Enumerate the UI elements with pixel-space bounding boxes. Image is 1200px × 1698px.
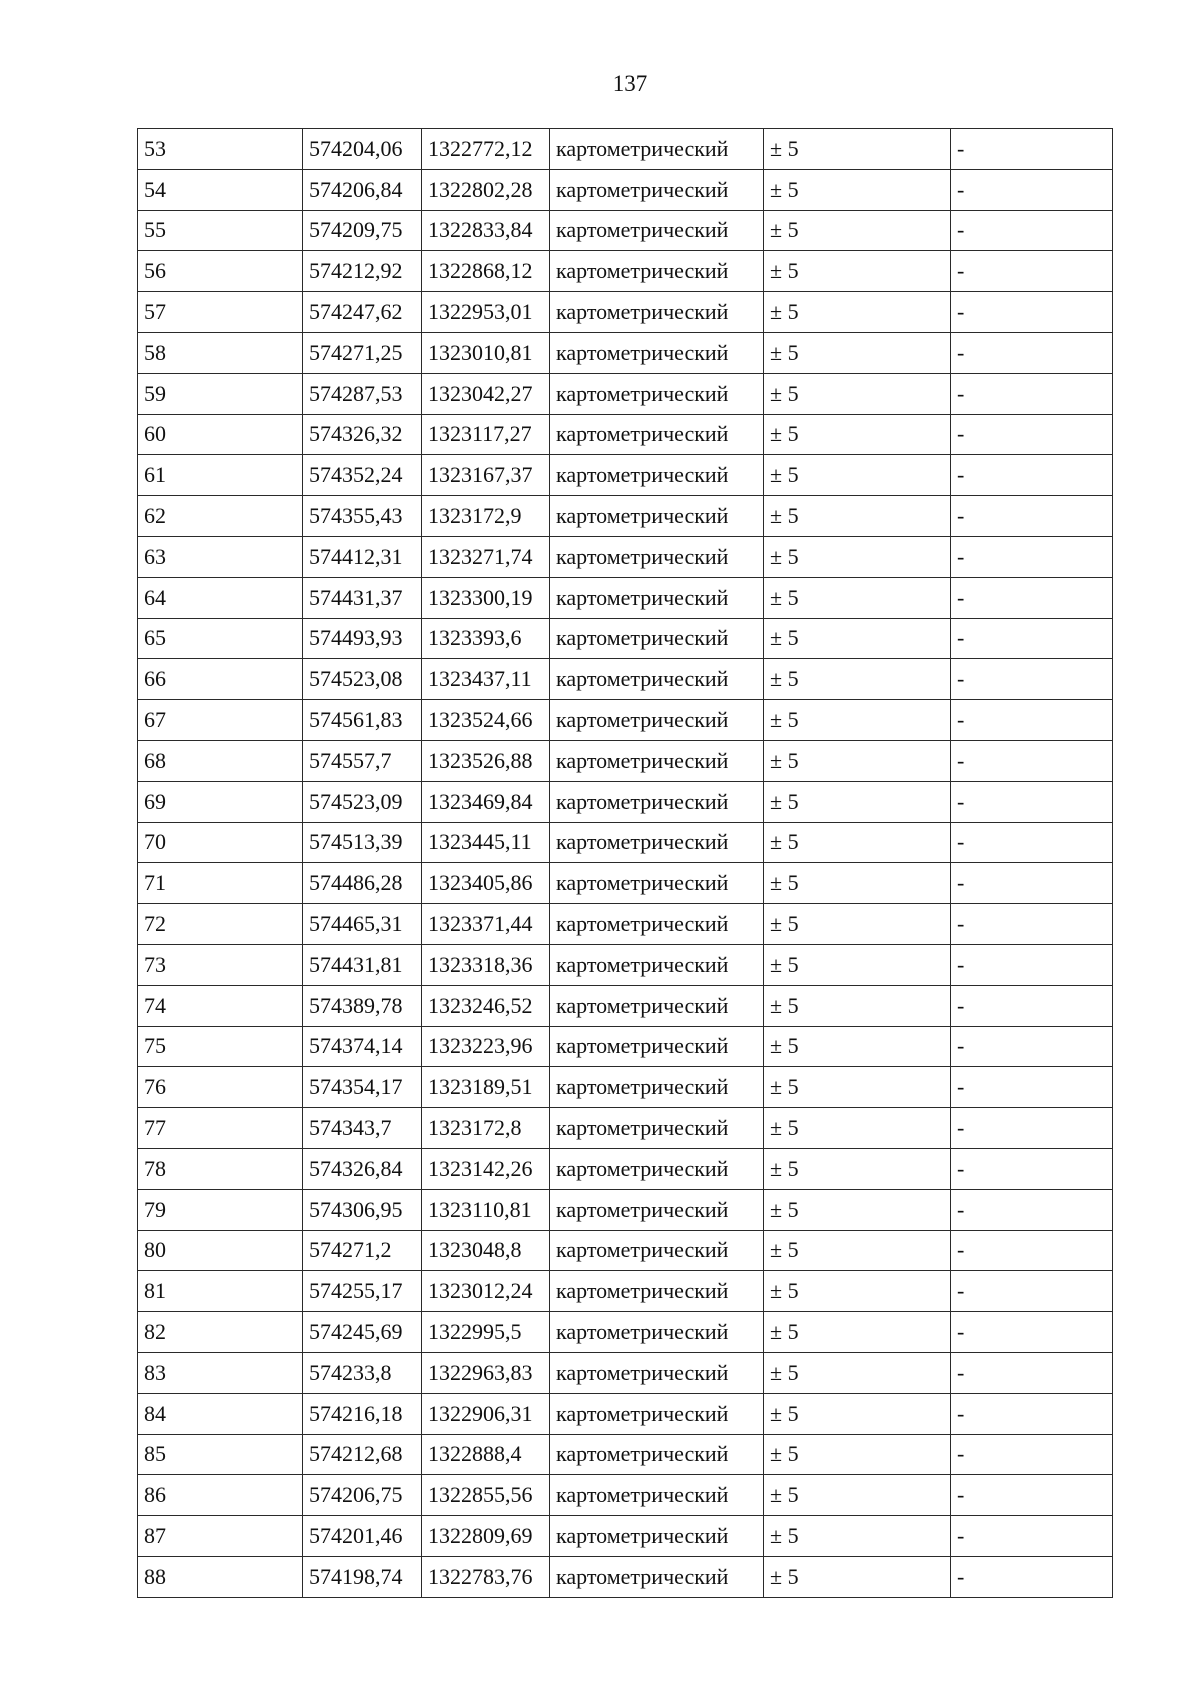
note-cell: - bbox=[951, 863, 1113, 904]
point-number-cell: 83 bbox=[138, 1352, 303, 1393]
note-cell: - bbox=[951, 414, 1113, 455]
accuracy-cell: ± 5 bbox=[764, 863, 951, 904]
note-cell: - bbox=[951, 129, 1113, 170]
table-row bbox=[138, 618, 1113, 659]
accuracy-cell: ± 5 bbox=[764, 985, 951, 1026]
x-coordinate-cell: 574271,2 bbox=[303, 1230, 422, 1271]
note-cell: - bbox=[951, 1434, 1113, 1475]
accuracy-cell: ± 5 bbox=[764, 740, 951, 781]
method-cell: картометрический bbox=[550, 536, 764, 577]
method-cell: картометрический bbox=[550, 1434, 764, 1475]
table-row bbox=[138, 1230, 1113, 1271]
point-number-cell: 77 bbox=[138, 1108, 303, 1149]
accuracy-cell: ± 5 bbox=[764, 1434, 951, 1475]
accuracy-cell: ± 5 bbox=[764, 129, 951, 170]
x-coordinate-cell: 574431,81 bbox=[303, 944, 422, 985]
accuracy-cell: ± 5 bbox=[764, 332, 951, 373]
point-number-cell: 58 bbox=[138, 332, 303, 373]
x-coordinate-cell: 574271,25 bbox=[303, 332, 422, 373]
method-cell: картометрический bbox=[550, 944, 764, 985]
x-coordinate-cell: 574247,62 bbox=[303, 292, 422, 333]
note-cell: - bbox=[951, 1271, 1113, 1312]
x-coordinate-cell: 574412,31 bbox=[303, 536, 422, 577]
table-row bbox=[138, 210, 1113, 251]
x-coordinate-cell: 574255,17 bbox=[303, 1271, 422, 1312]
method-cell: картометрический bbox=[550, 659, 764, 700]
note-cell: - bbox=[951, 536, 1113, 577]
accuracy-cell: ± 5 bbox=[764, 373, 951, 414]
x-coordinate-cell: 574212,92 bbox=[303, 251, 422, 292]
point-number-cell: 66 bbox=[138, 659, 303, 700]
method-cell: картометрический bbox=[550, 169, 764, 210]
accuracy-cell: ± 5 bbox=[764, 1230, 951, 1271]
table-row bbox=[138, 496, 1113, 537]
point-number-cell: 78 bbox=[138, 1148, 303, 1189]
note-cell: - bbox=[951, 904, 1113, 945]
note-cell: - bbox=[951, 1108, 1113, 1149]
method-cell: картометрический bbox=[550, 1189, 764, 1230]
y-coordinate-cell: 1323172,9 bbox=[422, 496, 550, 537]
point-number-cell: 87 bbox=[138, 1516, 303, 1557]
method-cell: картометрический bbox=[550, 1475, 764, 1516]
point-number-cell: 62 bbox=[138, 496, 303, 537]
note-cell: - bbox=[951, 944, 1113, 985]
note-cell: - bbox=[951, 251, 1113, 292]
note-cell: - bbox=[951, 1393, 1113, 1434]
y-coordinate-cell: 1323117,27 bbox=[422, 414, 550, 455]
table-row bbox=[138, 700, 1113, 741]
point-number-cell: 82 bbox=[138, 1312, 303, 1353]
table-row bbox=[138, 332, 1113, 373]
point-number-cell: 55 bbox=[138, 210, 303, 251]
table-row bbox=[138, 1475, 1113, 1516]
note-cell: - bbox=[951, 781, 1113, 822]
table-row bbox=[138, 1393, 1113, 1434]
accuracy-cell: ± 5 bbox=[764, 455, 951, 496]
x-coordinate-cell: 574245,69 bbox=[303, 1312, 422, 1353]
y-coordinate-cell: 1323042,27 bbox=[422, 373, 550, 414]
method-cell: картометрический bbox=[550, 1067, 764, 1108]
method-cell: картометрический bbox=[550, 1352, 764, 1393]
x-coordinate-cell: 574212,68 bbox=[303, 1434, 422, 1475]
x-coordinate-cell: 574206,84 bbox=[303, 169, 422, 210]
note-cell: - bbox=[951, 740, 1113, 781]
table-row bbox=[138, 822, 1113, 863]
accuracy-cell: ± 5 bbox=[764, 414, 951, 455]
y-coordinate-cell: 1323318,36 bbox=[422, 944, 550, 985]
x-coordinate-cell: 574493,93 bbox=[303, 618, 422, 659]
table-row bbox=[138, 904, 1113, 945]
y-coordinate-cell: 1323012,24 bbox=[422, 1271, 550, 1312]
point-number-cell: 56 bbox=[138, 251, 303, 292]
y-coordinate-cell: 1322809,69 bbox=[422, 1516, 550, 1557]
accuracy-cell: ± 5 bbox=[764, 292, 951, 333]
x-coordinate-cell: 574306,95 bbox=[303, 1189, 422, 1230]
table-row bbox=[138, 740, 1113, 781]
note-cell: - bbox=[951, 1475, 1113, 1516]
accuracy-cell: ± 5 bbox=[764, 1189, 951, 1230]
y-coordinate-cell: 1323300,19 bbox=[422, 577, 550, 618]
method-cell: картометрический bbox=[550, 904, 764, 945]
note-cell: - bbox=[951, 1189, 1113, 1230]
method-cell: картометрический bbox=[550, 577, 764, 618]
point-number-cell: 65 bbox=[138, 618, 303, 659]
method-cell: картометрический bbox=[550, 496, 764, 537]
method-cell: картометрический bbox=[550, 700, 764, 741]
x-coordinate-cell: 574204,06 bbox=[303, 129, 422, 170]
y-coordinate-cell: 1322995,5 bbox=[422, 1312, 550, 1353]
y-coordinate-cell: 1323445,11 bbox=[422, 822, 550, 863]
table-row bbox=[138, 863, 1113, 904]
accuracy-cell: ± 5 bbox=[764, 496, 951, 537]
accuracy-cell: ± 5 bbox=[764, 944, 951, 985]
x-coordinate-cell: 574355,43 bbox=[303, 496, 422, 537]
x-coordinate-cell: 574233,8 bbox=[303, 1352, 422, 1393]
table-row bbox=[138, 251, 1113, 292]
y-coordinate-cell: 1322783,76 bbox=[422, 1556, 550, 1597]
table-row bbox=[138, 1271, 1113, 1312]
x-coordinate-cell: 574557,7 bbox=[303, 740, 422, 781]
x-coordinate-cell: 574206,75 bbox=[303, 1475, 422, 1516]
table-row bbox=[138, 1352, 1113, 1393]
method-cell: картометрический bbox=[550, 1026, 764, 1067]
table-row bbox=[138, 577, 1113, 618]
table-row bbox=[138, 1026, 1113, 1067]
note-cell: - bbox=[951, 1352, 1113, 1393]
method-cell: картометрический bbox=[550, 373, 764, 414]
method-cell: картометрический bbox=[550, 985, 764, 1026]
note-cell: - bbox=[951, 292, 1113, 333]
point-number-cell: 68 bbox=[138, 740, 303, 781]
method-cell: картометрический bbox=[550, 1393, 764, 1434]
x-coordinate-cell: 574374,14 bbox=[303, 1026, 422, 1067]
method-cell: картометрический bbox=[550, 1312, 764, 1353]
accuracy-cell: ± 5 bbox=[764, 1067, 951, 1108]
accuracy-cell: ± 5 bbox=[764, 1026, 951, 1067]
table-row bbox=[138, 455, 1113, 496]
x-coordinate-cell: 574389,78 bbox=[303, 985, 422, 1026]
accuracy-cell: ± 5 bbox=[764, 1271, 951, 1312]
accuracy-cell: ± 5 bbox=[764, 781, 951, 822]
accuracy-cell: ± 5 bbox=[764, 1148, 951, 1189]
table-row bbox=[138, 659, 1113, 700]
method-cell: картометрический bbox=[550, 1148, 764, 1189]
point-number-cell: 60 bbox=[138, 414, 303, 455]
y-coordinate-cell: 1322855,56 bbox=[422, 1475, 550, 1516]
y-coordinate-cell: 1323172,8 bbox=[422, 1108, 550, 1149]
point-number-cell: 61 bbox=[138, 455, 303, 496]
table-row bbox=[138, 414, 1113, 455]
point-number-cell: 80 bbox=[138, 1230, 303, 1271]
note-cell: - bbox=[951, 496, 1113, 537]
note-cell: - bbox=[951, 455, 1113, 496]
method-cell: картометрический bbox=[550, 740, 764, 781]
x-coordinate-cell: 574287,53 bbox=[303, 373, 422, 414]
accuracy-cell: ± 5 bbox=[764, 169, 951, 210]
y-coordinate-cell: 1323189,51 bbox=[422, 1067, 550, 1108]
note-cell: - bbox=[951, 1067, 1113, 1108]
x-coordinate-cell: 574523,08 bbox=[303, 659, 422, 700]
table-row bbox=[138, 985, 1113, 1026]
note-cell: - bbox=[951, 210, 1113, 251]
note-cell: - bbox=[951, 1026, 1113, 1067]
point-number-cell: 71 bbox=[138, 863, 303, 904]
table-row bbox=[138, 373, 1113, 414]
x-coordinate-cell: 574352,24 bbox=[303, 455, 422, 496]
note-cell: - bbox=[951, 618, 1113, 659]
page-number: 137 bbox=[612, 71, 648, 96]
method-cell: картометрический bbox=[550, 1230, 764, 1271]
note-cell: - bbox=[951, 373, 1113, 414]
accuracy-cell: ± 5 bbox=[764, 577, 951, 618]
note-cell: - bbox=[951, 1148, 1113, 1189]
method-cell: картометрический bbox=[550, 292, 764, 333]
accuracy-cell: ± 5 bbox=[764, 536, 951, 577]
point-number-cell: 88 bbox=[138, 1556, 303, 1597]
method-cell: картометрический bbox=[550, 863, 764, 904]
point-number-cell: 73 bbox=[138, 944, 303, 985]
x-coordinate-cell: 574198,74 bbox=[303, 1556, 422, 1597]
note-cell: - bbox=[951, 1516, 1113, 1557]
table-row bbox=[138, 129, 1113, 170]
y-coordinate-cell: 1323048,8 bbox=[422, 1230, 550, 1271]
point-number-cell: 69 bbox=[138, 781, 303, 822]
method-cell: картометрический bbox=[550, 1108, 764, 1149]
accuracy-cell: ± 5 bbox=[764, 1312, 951, 1353]
table-row bbox=[138, 944, 1113, 985]
coordinates-table bbox=[137, 128, 1113, 1598]
coordinates-table-body bbox=[138, 129, 1113, 1598]
accuracy-cell: ± 5 bbox=[764, 1108, 951, 1149]
point-number-cell: 53 bbox=[138, 129, 303, 170]
point-number-cell: 79 bbox=[138, 1189, 303, 1230]
y-coordinate-cell: 1323167,37 bbox=[422, 455, 550, 496]
table-row bbox=[138, 1067, 1113, 1108]
x-coordinate-cell: 574465,31 bbox=[303, 904, 422, 945]
method-cell: картометрический bbox=[550, 1556, 764, 1597]
note-cell: - bbox=[951, 822, 1113, 863]
point-number-cell: 75 bbox=[138, 1026, 303, 1067]
accuracy-cell: ± 5 bbox=[764, 822, 951, 863]
point-number-cell: 81 bbox=[138, 1271, 303, 1312]
x-coordinate-cell: 574201,46 bbox=[303, 1516, 422, 1557]
x-coordinate-cell: 574209,75 bbox=[303, 210, 422, 251]
table-row bbox=[138, 1516, 1113, 1557]
note-cell: - bbox=[951, 700, 1113, 741]
note-cell: - bbox=[951, 985, 1113, 1026]
y-coordinate-cell: 1323223,96 bbox=[422, 1026, 550, 1067]
x-coordinate-cell: 574343,7 bbox=[303, 1108, 422, 1149]
accuracy-cell: ± 5 bbox=[764, 659, 951, 700]
accuracy-cell: ± 5 bbox=[764, 700, 951, 741]
x-coordinate-cell: 574431,37 bbox=[303, 577, 422, 618]
y-coordinate-cell: 1323469,84 bbox=[422, 781, 550, 822]
method-cell: картометрический bbox=[550, 332, 764, 373]
y-coordinate-cell: 1322906,31 bbox=[422, 1393, 550, 1434]
y-coordinate-cell: 1323271,74 bbox=[422, 536, 550, 577]
y-coordinate-cell: 1322963,83 bbox=[422, 1352, 550, 1393]
table-row bbox=[138, 292, 1113, 333]
y-coordinate-cell: 1322888,4 bbox=[422, 1434, 550, 1475]
method-cell: картометрический bbox=[550, 414, 764, 455]
accuracy-cell: ± 5 bbox=[764, 618, 951, 659]
point-number-cell: 54 bbox=[138, 169, 303, 210]
y-coordinate-cell: 1322833,84 bbox=[422, 210, 550, 251]
x-coordinate-cell: 574326,84 bbox=[303, 1148, 422, 1189]
point-number-cell: 70 bbox=[138, 822, 303, 863]
accuracy-cell: ± 5 bbox=[764, 210, 951, 251]
method-cell: картометрический bbox=[550, 1516, 764, 1557]
y-coordinate-cell: 1323524,66 bbox=[422, 700, 550, 741]
note-cell: - bbox=[951, 659, 1113, 700]
y-coordinate-cell: 1322868,12 bbox=[422, 251, 550, 292]
method-cell: картометрический bbox=[550, 455, 764, 496]
x-coordinate-cell: 574326,32 bbox=[303, 414, 422, 455]
method-cell: картометрический bbox=[550, 781, 764, 822]
x-coordinate-cell: 574216,18 bbox=[303, 1393, 422, 1434]
accuracy-cell: ± 5 bbox=[764, 1516, 951, 1557]
y-coordinate-cell: 1323110,81 bbox=[422, 1189, 550, 1230]
note-cell: - bbox=[951, 1312, 1113, 1353]
point-number-cell: 76 bbox=[138, 1067, 303, 1108]
method-cell: картометрический bbox=[550, 1271, 764, 1312]
note-cell: - bbox=[951, 169, 1113, 210]
point-number-cell: 74 bbox=[138, 985, 303, 1026]
table-row bbox=[138, 1108, 1113, 1149]
method-cell: картометрический bbox=[550, 822, 764, 863]
y-coordinate-cell: 1323246,52 bbox=[422, 985, 550, 1026]
y-coordinate-cell: 1323010,81 bbox=[422, 332, 550, 373]
method-cell: картометрический bbox=[550, 210, 764, 251]
x-coordinate-cell: 574561,83 bbox=[303, 700, 422, 741]
method-cell: картометрический bbox=[550, 129, 764, 170]
accuracy-cell: ± 5 bbox=[764, 1393, 951, 1434]
y-coordinate-cell: 1322953,01 bbox=[422, 292, 550, 333]
table-row bbox=[138, 169, 1113, 210]
point-number-cell: 84 bbox=[138, 1393, 303, 1434]
point-number-cell: 72 bbox=[138, 904, 303, 945]
note-cell: - bbox=[951, 1230, 1113, 1271]
accuracy-cell: ± 5 bbox=[764, 251, 951, 292]
y-coordinate-cell: 1323526,88 bbox=[422, 740, 550, 781]
x-coordinate-cell: 574486,28 bbox=[303, 863, 422, 904]
table-row bbox=[138, 1434, 1113, 1475]
table-row bbox=[138, 536, 1113, 577]
accuracy-cell: ± 5 bbox=[764, 904, 951, 945]
accuracy-cell: ± 5 bbox=[764, 1352, 951, 1393]
y-coordinate-cell: 1323371,44 bbox=[422, 904, 550, 945]
y-coordinate-cell: 1323393,6 bbox=[422, 618, 550, 659]
point-number-cell: 59 bbox=[138, 373, 303, 414]
note-cell: - bbox=[951, 332, 1113, 373]
point-number-cell: 85 bbox=[138, 1434, 303, 1475]
note-cell: - bbox=[951, 577, 1113, 618]
x-coordinate-cell: 574513,39 bbox=[303, 822, 422, 863]
y-coordinate-cell: 1323405,86 bbox=[422, 863, 550, 904]
y-coordinate-cell: 1323142,26 bbox=[422, 1148, 550, 1189]
point-number-cell: 57 bbox=[138, 292, 303, 333]
method-cell: картометрический bbox=[550, 251, 764, 292]
point-number-cell: 67 bbox=[138, 700, 303, 741]
note-cell: - bbox=[951, 1556, 1113, 1597]
y-coordinate-cell: 1323437,11 bbox=[422, 659, 550, 700]
y-coordinate-cell: 1322772,12 bbox=[422, 129, 550, 170]
point-number-cell: 86 bbox=[138, 1475, 303, 1516]
method-cell: картометрический bbox=[550, 618, 764, 659]
x-coordinate-cell: 574354,17 bbox=[303, 1067, 422, 1108]
x-coordinate-cell: 574523,09 bbox=[303, 781, 422, 822]
accuracy-cell: ± 5 bbox=[764, 1556, 951, 1597]
table-row bbox=[138, 1312, 1113, 1353]
point-number-cell: 64 bbox=[138, 577, 303, 618]
y-coordinate-cell: 1322802,28 bbox=[422, 169, 550, 210]
point-number-cell: 63 bbox=[138, 536, 303, 577]
table-row bbox=[138, 1556, 1113, 1597]
table-row bbox=[138, 1148, 1113, 1189]
table-row bbox=[138, 781, 1113, 822]
accuracy-cell: ± 5 bbox=[764, 1475, 951, 1516]
table-row bbox=[138, 1189, 1113, 1230]
